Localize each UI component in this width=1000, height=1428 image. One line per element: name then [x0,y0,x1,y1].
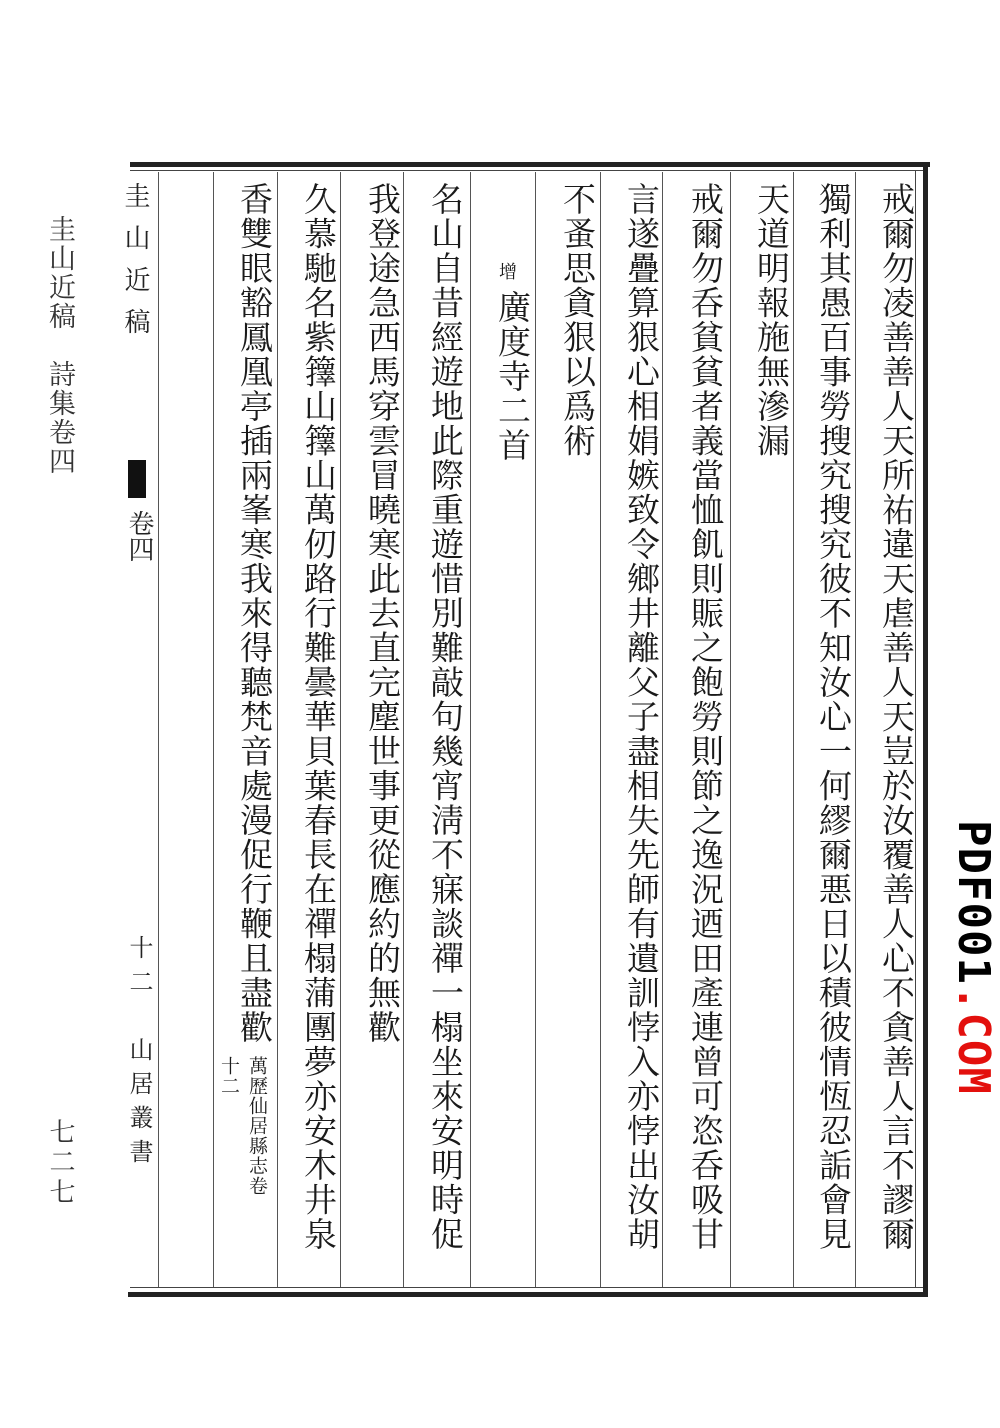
edge-volume-label: 卷四 [124,510,154,562]
text-column-9: 我登途急西馬穿雲冒曉寒此去直完塵世事更從應約的無歡 [363,182,402,1045]
frame-bottom-inner-border [130,1287,925,1288]
edge-fishtail-block [128,460,146,498]
text-column-1: 戒爾勿凌善善人天所祐違天虐善人天豈於汝覆善人心不貪善人言不謬爾 [877,182,916,1252]
page-number: 七二七 [45,1118,75,1208]
text-column-5: 言遂疊算狠心相娟嫉致令鄉井離父子盡相失先師有遺訓悖入亦悖出汝胡 [622,182,661,1252]
text-column-3: 天道明報施無滲漏 [752,182,791,458]
column-divider [213,172,214,1287]
frame-top-inner-border [130,170,925,171]
edge-footer-label: 十二 山居叢書 [125,935,153,1173]
text-column-8: 名山自昔經遊地此際重遊惜別難敲句幾宵淸不寐談禪一榻坐來安明時促 [426,182,465,1252]
watermark-suffix: .COM [948,984,999,1095]
column-divider [158,172,159,1287]
margin-book-title: 圭山近稿 詩集卷四 [44,215,75,476]
watermark-prefix: PDF001 [948,820,999,985]
addition-mark: 增 [496,262,517,280]
frame-bottom-border [128,1292,928,1297]
text-column-10: 久慕馳名紫籜山籜山萬仞路行難曇華貝葉春長在禪榻蒲團夢亦安木井泉 [299,182,338,1252]
source-note: 萬歷仙居縣志卷十二 [218,1056,268,1196]
poem-title: 廣度寺二首 [493,290,532,463]
text-column-6: 不蚤思貪狠以爲術 [558,182,597,458]
watermark-logo [948,820,999,1095]
text-column-11: 香雙眼豁鳳凰亭插兩峯寒我來得聽梵音處漫促行鞭且盡歡 [235,182,274,1045]
frame-top-border [130,162,930,167]
text-column-4: 戒爾勿呑貧貧者義當恤飢則賑之飽勞則節之逸況迺田產連曾可恣呑吸甘 [686,182,725,1252]
text-column-2: 獨利其愚百事勞搜究搜究彼不知汝心一何繆爾悪日以積彼情恆忍詬會見 [814,182,853,1252]
edge-book-title: 圭山近稿 [120,182,150,350]
